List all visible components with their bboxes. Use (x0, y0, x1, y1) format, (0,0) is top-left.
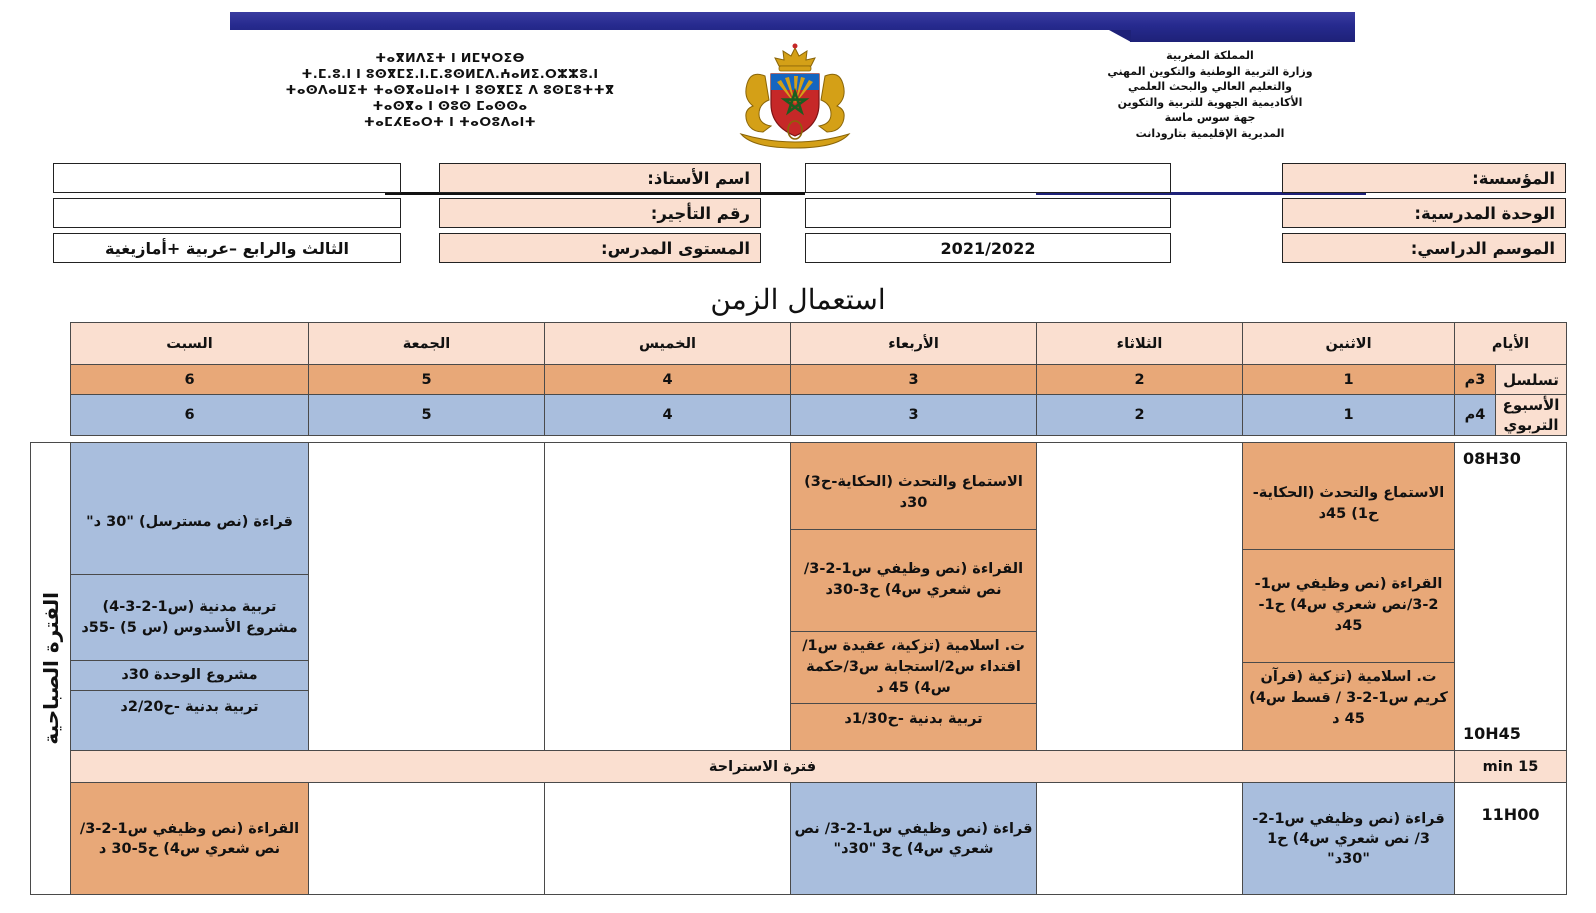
sequence-row-m3 (31, 365, 1567, 395)
day-header-wednesday: الأربعاء (791, 323, 1037, 365)
seq3-saturday: 6 (71, 365, 309, 395)
saturday-slot-2[interactable]: تربية مدنية (س1-2-3-4) مشروع الأسدوس (س 5) -55د (71, 575, 308, 661)
school-year-value[interactable]: 2021/2022 (805, 233, 1171, 263)
saturday-slot-1[interactable]: قراءة (نص مسترسل) "30 د" (71, 470, 308, 575)
arabic-ministry-text (1050, 48, 1370, 141)
seq3-friday: 5 (309, 365, 545, 395)
monday-slot-2[interactable]: القراءة (نص وظيفي س1-2-3/نص شعري س4) ح1-45د (1243, 550, 1454, 663)
sequence-label-text-2: الأسبوع التربوي (1502, 396, 1560, 434)
tifinagh-line-5: ⵜⴰⵎⵃⴹⴰⵔⵜ ⵏ ⵜⴰⵔⵓⴷⴰⵏⵜ (363, 114, 537, 129)
header-spacer (31, 323, 71, 365)
taught-level-value[interactable]: الثالث والرابع –عربية +أمازيغية (53, 233, 401, 263)
wednesday-slot-4[interactable]: تربية بدنية -ح1/30د (844, 711, 983, 727)
arabic-line-2: وزارة التربية الوطنية والتكوين المهني (1107, 64, 1313, 78)
monday-slot-3[interactable]: ت. اسلامية (تزكية (قرآن كريم س1-2-3 / قسط س4) 45 د (1249, 668, 1448, 727)
seq3-spacer (31, 365, 71, 395)
day-header-friday: الجمعة (309, 323, 545, 365)
days-header-label: الأيام (1455, 323, 1567, 365)
day-header-saturday: السبت (71, 323, 309, 365)
seq4-spacer (31, 395, 71, 436)
morning-block-row (31, 443, 1567, 751)
saturday-slot-3[interactable]: مشروع الوحدة 30د (71, 661, 308, 691)
arabic-line-1: المملكة المغربية (1166, 49, 1254, 62)
seq3-thursday: 4 (545, 365, 791, 395)
info-fields-section (0, 163, 1596, 279)
friday-afternoon-cell[interactable] (309, 783, 545, 895)
period-side-label-cell (31, 443, 71, 895)
wednesday-slot-3[interactable]: ت. اسلامية (تزكية، عقيدة س1/ اقتداء س2/استجابة س3/حكمة س4) 45 د (791, 632, 1036, 704)
institution-value[interactable] (805, 163, 1171, 193)
arabic-line-5: جهة سوس ماسة (1164, 111, 1256, 124)
wednesday-afternoon-cell[interactable]: قراءة (نص وظيفي س1-2-3/ نص شعري س4) ح3 "30د" (791, 783, 1037, 895)
thursday-morning-cell[interactable] (545, 443, 791, 751)
morning-end-time: 10H45 (1463, 724, 1521, 743)
teacher-value-group (53, 163, 401, 263)
document-header (0, 44, 1596, 154)
arabic-line-3: والتعليم العالي والبحث العلمي (1128, 80, 1292, 93)
monday-morning-cell[interactable] (1243, 443, 1455, 751)
day-header-monday: الاثنين (1243, 323, 1455, 365)
saturday-slot-4[interactable]: تربية بدنية -ح2/20د (120, 698, 259, 715)
sequence-row-m4 (31, 395, 1567, 436)
seq3-wednesday: 3 (791, 365, 1037, 395)
seq3-monday: 1 (1243, 365, 1455, 395)
day-header-thursday: الخميس (545, 323, 791, 365)
seq4-wednesday: 3 (791, 395, 1037, 436)
day-header-tuesday: الثلاثاء (1037, 323, 1243, 365)
hire-number-label: رقم التأجير: (439, 198, 761, 228)
institution-label-group (1282, 163, 1566, 263)
institution-label: المؤسسة: (1282, 163, 1566, 193)
break-label: فترة الاستراحة (71, 751, 1455, 783)
afternoon-start-time: 11H00 (1481, 805, 1540, 824)
tifinagh-ministry-text (240, 50, 660, 130)
afternoon-time-cell (1455, 783, 1567, 895)
saturday-morning-cell[interactable] (71, 443, 309, 751)
week-marker-4: 4م (1455, 395, 1496, 435)
days-header-row (31, 323, 1567, 365)
wednesday-slot-1[interactable]: الاستماع والتحدث (الحكاية-ح3) 30د (791, 458, 1036, 530)
tifinagh-line-4: ⵜⴰⵙⴳⴰ ⵏ ⵙⵓⵙ ⵎⴰⵙⵙⴰ (372, 98, 528, 113)
sequence-label-cell (1455, 365, 1567, 395)
friday-morning-cell[interactable] (309, 443, 545, 751)
timetable (30, 322, 1567, 895)
taught-level-label: المستوى المدرس: (439, 233, 761, 263)
institution-value-group (805, 163, 1171, 263)
school-unit-label: الوحدة المدرسية: (1282, 198, 1566, 228)
tifinagh-line-3: ⵜⴰⵙⴷⴰⵡⵉⵜ ⵜⴰⵙⴳⴰⵡⴰⵏⵜ ⵏ ⵓⵙⴳⵎⵉ ⴷ ⵓⵙⵎⵓⵜⵜⴳ (285, 82, 615, 97)
break-row (31, 751, 1567, 783)
seq4-friday: 5 (309, 395, 545, 436)
gap-row (31, 436, 1567, 443)
morning-start-time: 08H30 (1463, 449, 1521, 468)
arabic-line-4: الأكاديمية الجهوية للتربية والتكوين (1117, 95, 1303, 109)
thursday-afternoon-cell[interactable] (545, 783, 791, 895)
teacher-name-value[interactable] (53, 163, 401, 193)
morning-time-cell (1455, 443, 1567, 751)
wednesday-slot-2[interactable]: القراءة (نص وظيفي س1-2-3/نص شعري س4) ح3-30د (791, 530, 1036, 632)
tuesday-afternoon-cell[interactable] (1037, 783, 1243, 895)
teacher-name-label: اسم الأستاذ: (439, 163, 761, 193)
period-side-label: الفترة الصباحية (38, 592, 63, 745)
page-title: استعمال الزمن (710, 283, 886, 316)
morocco-coat-of-arms-icon (705, 42, 885, 152)
wednesday-morning-cell[interactable] (791, 443, 1037, 751)
saturday-afternoon-cell[interactable]: القراءة (نص وظيفي س1-2-3/نص شعري س4) ح5-30 د (71, 783, 309, 895)
monday-slot-1[interactable]: الاستماع والتحدث (الحكاية-ح1) 45د (1243, 460, 1454, 550)
tifinagh-line-2: ⵜ.ⵎ.ⵓ.ⵏ ⵏ ⵓⵙⴳⵎⵉ.ⵏ.ⵎ.ⵓⵙⵍⵎⴷ.ⵄⴰⵍⵉ.ⵔⵣⵣⵓ.ⵏ (301, 66, 599, 81)
school-unit-value[interactable] (805, 198, 1171, 228)
school-year-label: الموسم الدراسي: (1282, 233, 1566, 263)
seq3-tuesday: 2 (1037, 365, 1243, 395)
gap-cell (31, 436, 1567, 443)
afternoon-block-row (31, 783, 1567, 895)
tifinagh-line-1: ⵜⴰⴳⵍⴷⵉⵜ ⵏ ⵍⵎⵖⵔⵉⴱ (375, 50, 525, 65)
seq4-monday: 1 (1243, 395, 1455, 436)
sequence-label-text: تسلسل (1503, 370, 1559, 389)
sequence-label-cell-2 (1455, 395, 1567, 436)
seq4-thursday: 4 (545, 395, 791, 436)
monday-afternoon-cell[interactable]: قراءة (نص وظيفي س1-2-3/ نص شعري س4) ح1 "30د" (1243, 783, 1455, 895)
banner-notch (230, 30, 1130, 42)
tuesday-morning-cell[interactable] (1037, 443, 1243, 751)
hire-number-value[interactable] (53, 198, 401, 228)
teacher-label-group (439, 163, 761, 263)
seq4-saturday: 6 (71, 395, 309, 436)
break-duration: 15 min (1455, 751, 1567, 783)
top-banner (0, 0, 1596, 42)
week-marker-3: 3م (1455, 365, 1496, 394)
arabic-line-6: المديرية الإقليمية بتارودانت (1135, 126, 1285, 140)
seq4-tuesday: 2 (1037, 395, 1243, 436)
